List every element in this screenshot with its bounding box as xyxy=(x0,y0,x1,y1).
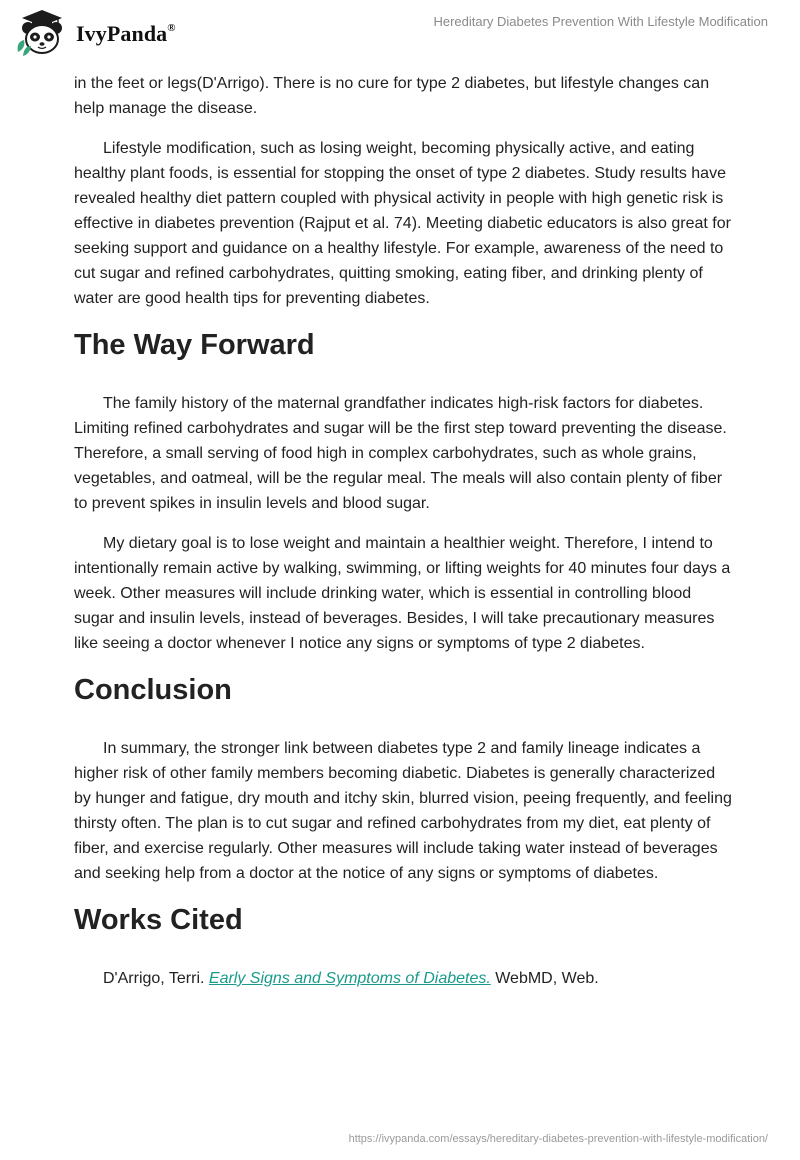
footer-url[interactable]: https://ivypanda.com/essays/hereditary-diabetes-prevention-with-lifestyle-modification/ xyxy=(348,1133,768,1145)
heading-conclusion: Conclusion xyxy=(74,674,232,706)
citation-title-link[interactable]: Early Signs and Symptoms of Diabetes. xyxy=(208,970,491,987)
document-title: Hereditary Diabetes Prevention With Lifestyle Modification xyxy=(433,14,768,29)
heading-way-forward: The Way Forward xyxy=(74,329,315,361)
citation-author: D'Arrigo, Terri. xyxy=(103,970,209,987)
paragraph-lifestyle: Lifestyle modification, such as losing weight, becoming physically active, and eating healthy plant foods, is essential for stopping the onset of type 2 diabetes. Study results have revealed healthy diet pattern coupled with physical activity in people with high genetic risk is effective in diabetes prevention (Rajput et al. 74). Meeting diabetic educators is also great for seeking support and guidance on a healthy lifestyle. For example, awareness of the need to cut sugar and refined carbohydrates, quitting smoking, eating fiber, and drinking plenty of water are good health tips for preventing diabetes. xyxy=(74,140,731,307)
citation-entry xyxy=(74,966,734,991)
paragraph-continued: in the feet or legs(D'Arrigo). There is no cure for type 2 diabetes, but lifestyle changes can help manage the disease. xyxy=(74,75,710,117)
page-header xyxy=(0,0,800,64)
panda-mascot-icon xyxy=(14,8,70,58)
essay-content xyxy=(74,71,734,991)
ivypanda-logo[interactable] xyxy=(14,8,176,58)
paragraph-summary: In summary, the stronger link between diabetes type 2 and family lineage indicates a higher risk of other family members becoming diabetic. Diabetes is generally characterized by hunger and fatigue, dry mouth and itchy skin, blurred vision, peeing frequently, and feeling thirsty often. The plan is to cut sugar and refined carbohydrates from my diet, eat plenty of fiber, and exercise regularly. Other measures will include taking water instead of beverages and seeking help from a doctor at the notice of any signs or symptoms of diabetes. xyxy=(74,740,732,882)
citation-source: WebMD, Web. xyxy=(490,970,599,987)
paragraph-family-history: The family history of the maternal grandfather indicates high-risk factors for diabetes. Limiting refined carbohydrates and sugar will be the first step toward preventing the disease. Therefore, a small serving of food high in complex carbohydrates, such as whole grains, vegetables, and oatmeal, will be the regular meal. The meals will also contain plenty of fiber to prevent spikes in insulin levels and blood sugar. xyxy=(74,395,727,512)
paragraph-dietary-goal: My dietary goal is to lose weight and maintain a healthier weight. Therefore, I intend to intentionally remain active by walking, swimming, or lifting weights for 40 minutes four days a week. Other measures will include drinking water, which is essential in controlling blood sugar and insulin levels, instead of beverages. Besides, I will take precautionary measures like seeing a doctor whenever I notice any signs or symptoms of type 2 diabetes. xyxy=(74,535,731,652)
heading-works-cited: Works Cited xyxy=(74,904,243,936)
brand-name: IvyPanda® xyxy=(76,21,176,46)
